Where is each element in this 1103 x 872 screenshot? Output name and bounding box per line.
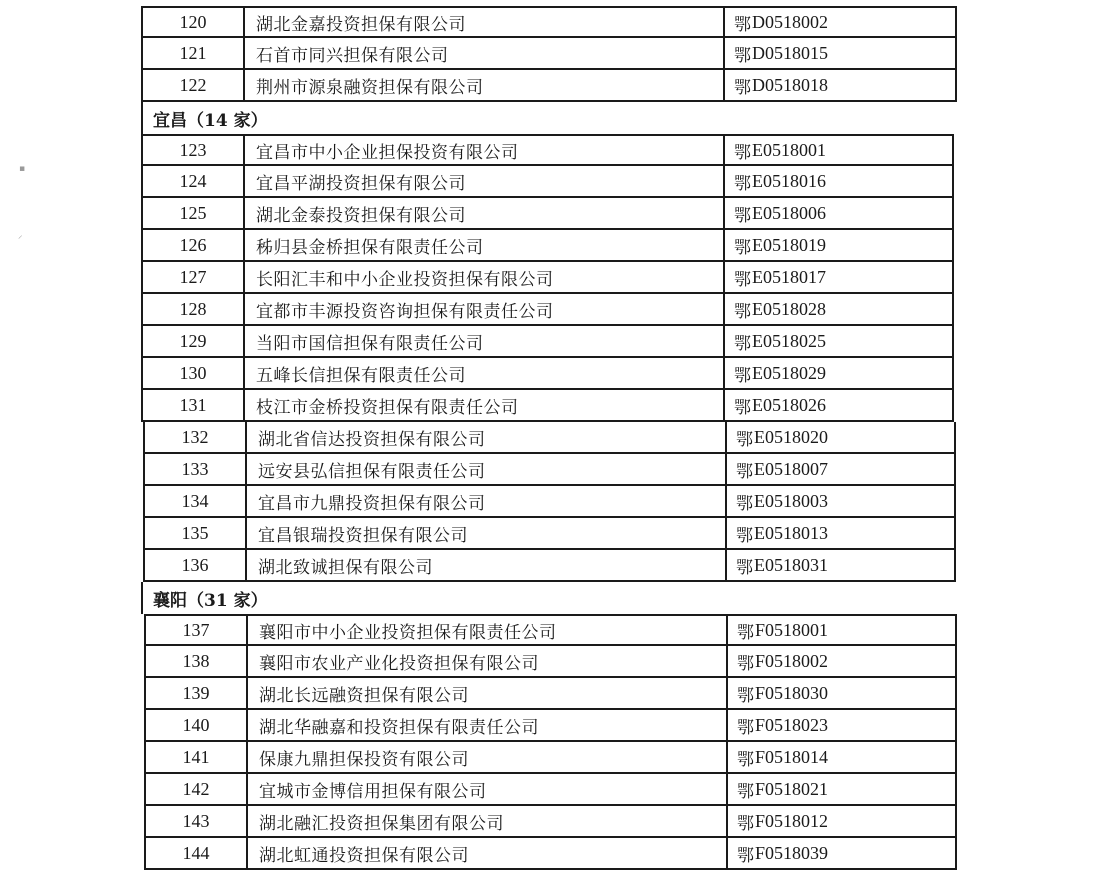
registration-code (725, 294, 952, 324)
code-prefix: 鄂 (734, 205, 751, 226)
code-value: E0518019 (752, 234, 826, 255)
registration-code (727, 486, 954, 516)
row-number: 124 (143, 166, 245, 196)
scan-speck: ⸝ (18, 231, 23, 241)
company-name: 石首市同兴担保有限公司 (245, 38, 725, 68)
code-value: D0518018 (752, 74, 828, 95)
code-value: F0518012 (755, 810, 829, 831)
code-value: F0518001 (755, 619, 829, 640)
row-number: 134 (145, 486, 247, 516)
table-row (143, 486, 956, 518)
table-row (144, 678, 957, 710)
company-name: 长阳汇丰和中小企业投资担保有限公司 (245, 262, 725, 292)
row-number: 137 (146, 616, 248, 644)
code-value: F0518023 (755, 714, 829, 735)
code-prefix: 鄂 (736, 493, 753, 514)
code-value: F0518002 (755, 650, 829, 671)
code-prefix: 鄂 (734, 45, 751, 66)
section-title: 宜昌（14 家） (153, 110, 268, 131)
table-row (143, 422, 956, 454)
row-number: 130 (143, 358, 245, 388)
code-prefix: 鄂 (737, 717, 754, 738)
company-name: 秭归县金桥担保有限责任公司 (245, 230, 725, 260)
table-row (141, 358, 954, 390)
table-row (144, 646, 957, 678)
company-name: 湖北长远融资担保有限公司 (248, 678, 728, 708)
row-number: 123 (143, 136, 245, 164)
company-name: 湖北融汇投资担保集团有限公司 (248, 806, 728, 836)
table-row (141, 390, 954, 422)
row-number: 127 (143, 262, 245, 292)
table-row (141, 166, 954, 198)
code-prefix: 鄂 (737, 813, 754, 834)
company-name: 宜昌市中小企业担保投资有限公司 (245, 136, 725, 164)
scan-speck: ▪ (19, 164, 26, 174)
row-number: 131 (143, 390, 245, 420)
code-value: E0518003 (754, 490, 828, 511)
code-prefix: 鄂 (737, 749, 754, 770)
code-prefix: 鄂 (734, 142, 751, 163)
registration-code (728, 616, 955, 644)
code-value: D0518002 (752, 11, 828, 32)
table-row (141, 326, 954, 358)
table-row (144, 614, 957, 646)
code-prefix: 鄂 (734, 173, 751, 194)
row-number: 133 (145, 454, 247, 484)
company-name: 远安县弘信担保有限责任公司 (247, 454, 727, 484)
row-number: 120 (143, 8, 245, 36)
company-name: 宜城市金博信用担保有限公司 (248, 774, 728, 804)
company-name: 湖北金泰投资担保有限公司 (245, 198, 725, 228)
table-row (141, 134, 954, 166)
registration-code (728, 774, 955, 804)
row-number: 139 (146, 678, 248, 708)
code-value: E0518031 (754, 554, 828, 575)
row-number: 141 (146, 742, 248, 772)
code-value: F0518030 (755, 682, 829, 703)
code-value: E0518017 (752, 266, 826, 287)
code-value: D0518015 (752, 42, 828, 63)
row-number: 135 (145, 518, 247, 548)
table-row (143, 454, 956, 486)
code-value: E0518025 (752, 330, 826, 351)
code-value: E0518001 (752, 139, 826, 160)
registration-code (728, 742, 955, 772)
registration-code (725, 166, 952, 196)
registration-code (728, 806, 955, 836)
registration-code (728, 710, 955, 740)
code-value: E0518013 (754, 522, 828, 543)
company-name: 湖北省信达投资担保有限公司 (247, 422, 727, 452)
section-heading-xiangyang (141, 582, 957, 614)
row-number: 128 (143, 294, 245, 324)
registration-code (725, 390, 952, 420)
code-prefix: 鄂 (737, 685, 754, 706)
row-number: 129 (143, 326, 245, 356)
code-value: F0518021 (755, 778, 829, 799)
row-number: 121 (143, 38, 245, 68)
row-number: 132 (145, 422, 247, 452)
table-row (141, 198, 954, 230)
code-prefix: 鄂 (736, 525, 753, 546)
registration-code (727, 518, 954, 548)
company-name: 襄阳市中小企业投资担保有限责任公司 (248, 616, 728, 644)
code-value: E0518007 (754, 458, 828, 479)
code-value: E0518028 (752, 298, 826, 319)
registration-code (725, 198, 952, 228)
table-row (143, 550, 956, 582)
registration-code (725, 8, 955, 36)
table-row (143, 518, 956, 550)
registration-code (725, 326, 952, 356)
table-row (141, 38, 957, 70)
company-name: 宜都市丰源投资咨询担保有限责任公司 (245, 294, 725, 324)
company-name: 当阳市国信担保有限责任公司 (245, 326, 725, 356)
table-row (144, 710, 957, 742)
company-name: 五峰长信担保有限责任公司 (245, 358, 725, 388)
code-prefix: 鄂 (734, 14, 751, 35)
table-row (144, 742, 957, 774)
company-name: 宜昌平湖投资担保有限公司 (245, 166, 725, 196)
code-prefix: 鄂 (734, 365, 751, 386)
table-row (141, 294, 954, 326)
company-name: 湖北金嘉投资担保有限公司 (245, 8, 725, 36)
code-value: F0518039 (755, 842, 829, 863)
code-value: F0518014 (755, 746, 829, 767)
code-value: E0518006 (752, 202, 826, 223)
company-name: 保康九鼎担保投资有限公司 (248, 742, 728, 772)
code-prefix: 鄂 (737, 845, 754, 866)
registration-code (725, 70, 955, 100)
company-name: 湖北致诚担保有限公司 (247, 550, 727, 580)
code-prefix: 鄂 (736, 461, 753, 482)
table-row (144, 838, 957, 870)
company-name: 湖北华融嘉和投资担保有限责任公司 (248, 710, 728, 740)
code-value: E0518029 (752, 362, 826, 383)
registration-code (728, 838, 955, 868)
row-number: 140 (146, 710, 248, 740)
code-value: E0518016 (752, 170, 826, 191)
code-prefix: 鄂 (734, 77, 751, 98)
company-name: 襄阳市农业产业化投资担保有限公司 (248, 646, 728, 676)
company-name: 荆州市源泉融资担保有限公司 (245, 70, 725, 100)
company-name: 宜昌市九鼎投资担保有限公司 (247, 486, 727, 516)
row-number: 125 (143, 198, 245, 228)
code-prefix: 鄂 (734, 269, 751, 290)
code-prefix: 鄂 (734, 237, 751, 258)
table-row (144, 806, 957, 838)
row-number: 126 (143, 230, 245, 260)
registration-code (727, 550, 954, 580)
row-number: 143 (146, 806, 248, 836)
table-row (144, 774, 957, 806)
code-prefix: 鄂 (734, 397, 751, 418)
table-row (141, 262, 954, 294)
code-prefix: 鄂 (737, 653, 754, 674)
row-number: 138 (146, 646, 248, 676)
code-value: E0518026 (752, 394, 826, 415)
registration-code (728, 678, 955, 708)
company-name: 湖北虹通投资担保有限公司 (248, 838, 728, 868)
registration-code (725, 38, 955, 68)
table-row (141, 70, 957, 102)
registration-code (727, 422, 954, 452)
company-name: 枝江市金桥投资担保有限责任公司 (245, 390, 725, 420)
row-number: 144 (146, 838, 248, 868)
code-prefix: 鄂 (736, 429, 753, 450)
code-prefix: 鄂 (737, 622, 754, 643)
row-number: 136 (145, 550, 247, 580)
section-title: 襄阳（31 家） (153, 590, 268, 611)
table-row (141, 6, 957, 38)
company-name: 宜昌银瑞投资担保有限公司 (247, 518, 727, 548)
code-prefix: 鄂 (737, 781, 754, 802)
row-number: 142 (146, 774, 248, 804)
registration-code (725, 136, 952, 164)
registration-code (725, 262, 952, 292)
code-prefix: 鄂 (734, 333, 751, 354)
guarantee-company-table (141, 6, 957, 870)
registration-code (725, 230, 952, 260)
code-prefix: 鄂 (734, 301, 751, 322)
registration-code (728, 646, 955, 676)
code-prefix: 鄂 (736, 557, 753, 578)
registration-code (727, 454, 954, 484)
registration-code (725, 358, 952, 388)
row-number: 122 (143, 70, 245, 100)
section-heading-yichang (141, 102, 957, 134)
code-value: E0518020 (754, 426, 828, 447)
table-row (141, 230, 954, 262)
